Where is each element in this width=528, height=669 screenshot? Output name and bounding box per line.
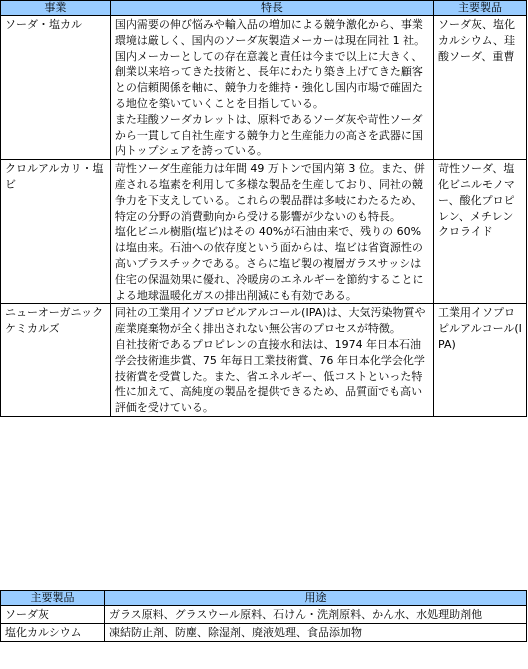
- features-paragraph: 国内需要の伸び悩みや輸入品の増加による競争激化から、事業環境は厳しく、国内のソーダ灰製造メーカーは現在同社 1 社。国内メーカーとしての存在意義と責任は今まで以上に大きく、創業以来培ってきた技術と、長年にわたり築き上げてきた顧客との信頼関係を軸に、競争力を維持・強化し国内市場で確固たる地位を築いていくことを目指している。: [114, 18, 426, 110]
- table-row: [1, 623, 527, 641]
- header-row: [1, 591, 527, 606]
- product-cell: 塩化カルシウム: [1, 623, 105, 641]
- features-cell: [110, 160, 433, 304]
- product-cell: ソーダ灰: [1, 606, 105, 624]
- header-products: 主要製品: [434, 1, 527, 16]
- features-paragraph: 自社技術であるプロピレンの直接水和法は、1974 年日本石油学会技術進歩賞、75 年毎日工業技術賞、76 年日本化学会化学技術賞を受賞した。また、省エネルギー、低コストといった特性に加えて、高純度の製品を提供できるため、品質面でも高い評価を受けている。: [114, 337, 425, 415]
- table-row: [1, 606, 527, 624]
- usage-table: [0, 590, 527, 642]
- business-cell: ソーダ・塩カル: [1, 16, 111, 160]
- business-cell: クロルアルカリ・塩ビ: [1, 160, 111, 304]
- header-usage: 用途: [105, 591, 527, 606]
- header-features: 特長: [110, 1, 433, 16]
- table-row: [1, 16, 527, 160]
- features-paragraph: また珪酸ソーダカレットは、原料であるソーダ灰や苛性ソーダから一貫して自社生産する競争力と生産能力の高さを武器に国内トップシェアを誇っている。: [114, 112, 423, 158]
- features-paragraph: 同社の工業用イソプロピルアルコール(IPA)は、大気汚染物質や産業廃棄物が全く排出されない無公害のプロセスが特徴。: [114, 306, 426, 336]
- features-paragraph: 苛性ソーダ生産能力は年間 49 万トンで国内第 3 位。また、併産される塩素を利用して多様な製品を生産しており、同社の競争力を下支えしている。これらの製品群は多岐にわたるため、特定の分野の消費動向から受ける影響が少ないのも特長。: [114, 162, 425, 223]
- header-row: [1, 1, 527, 16]
- features-cell: [110, 304, 433, 417]
- table-row: [1, 304, 527, 417]
- products-cell: 苛性ソーダ、塩化ビニルモノマー、酸化プロピレン、メチレンクロライド: [434, 160, 527, 304]
- products-cell: 工業用イソプロピルアルコール(IPA): [434, 304, 527, 417]
- header-product: 主要製品: [1, 591, 105, 606]
- usage-cell: 凍結防止剤、防塵、除湿剤、廃液処理、食品添加物: [105, 623, 527, 641]
- products-cell: ソーダ灰、塩化カルシウム、珪酸ソーダ、重曹: [434, 16, 527, 160]
- business-cell: ニューオーガニックケミカルズ: [1, 304, 111, 417]
- features-cell: [110, 16, 433, 160]
- usage-cell: ガラス原料、グラスウール原料、石けん・洗剤原料、かん水、水処理助剤他: [105, 606, 527, 624]
- table-row: [1, 160, 527, 304]
- features-paragraph: 塩化ビニル樹脂(塩ビ)はその 40%が石油由来で、残りの 60%は塩由来。石油への依存度という面からは、塩ビは省資源性の高いプラスチックである。さらに塩ビ製の複層ガラスサッシは住宅の保温効果に優れ、冷暖房のエネルギーを節約することによる地球温暖化ガスの排出削減にも有効である。: [114, 225, 424, 302]
- header-business: 事業: [1, 1, 111, 16]
